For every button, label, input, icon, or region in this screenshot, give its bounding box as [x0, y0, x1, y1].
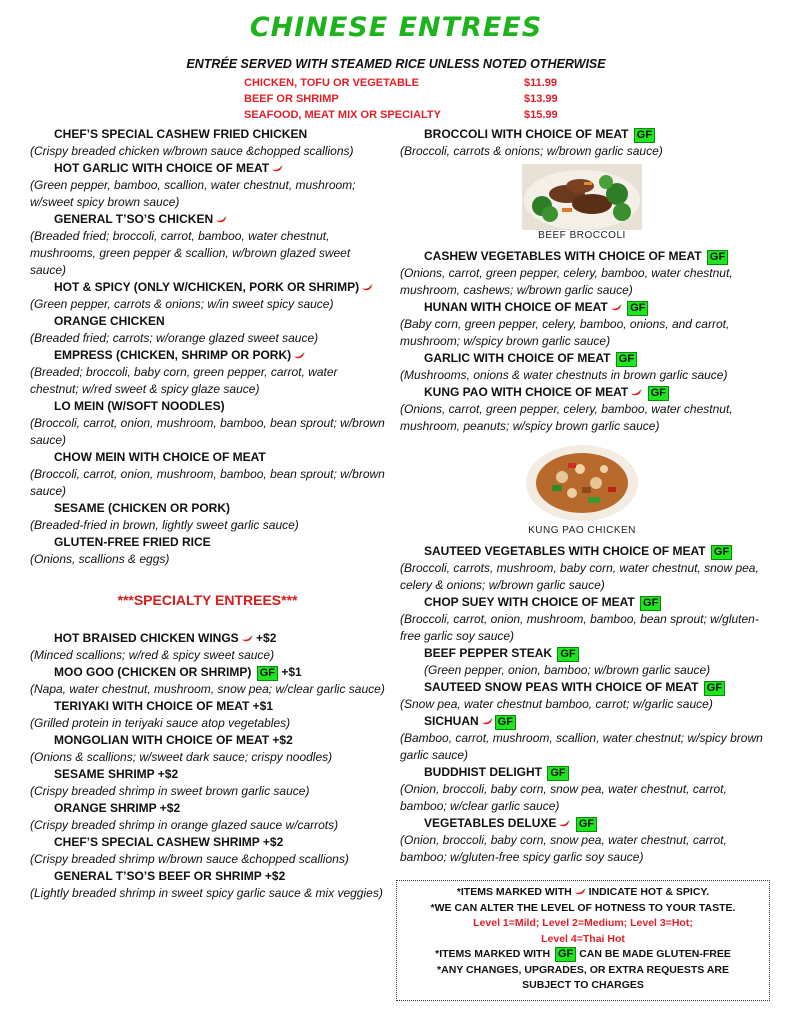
menu-item: [400, 543, 765, 594]
item-description: (Snow pea, water chestnut bamboo, carrot; w/garlic sauce): [400, 697, 713, 711]
menu-title: CHINESE ENTREES: [249, 12, 543, 43]
gluten-free-badge: GF: [711, 545, 732, 560]
gluten-free-badge: GF: [616, 352, 637, 367]
item-name: SICHUAN: [424, 714, 479, 728]
item-name: HOT & SPICY (ONLY W/CHICKEN, PORK OR SHRIMP): [54, 280, 360, 294]
gluten-free-badge: GF: [704, 681, 725, 696]
menu-item: [30, 732, 385, 766]
beef-broccoli-photo: [522, 164, 642, 242]
menu-item: [400, 594, 765, 645]
chili-pepper-icon: [610, 304, 622, 312]
gluten-free-badge: GF: [557, 647, 578, 662]
menu-item: [30, 698, 385, 732]
menu-item: [400, 764, 765, 815]
note-line: *ANY CHANGES, UPGRADES, OR EXTRA REQUESTS ARE: [437, 963, 729, 976]
specialty-heading: ***SPECIALTY ENTREES***: [117, 592, 298, 608]
menu-item: [30, 664, 385, 698]
right-column: [400, 126, 765, 866]
note-line: *WE CAN ALTER THE LEVEL OF HOTNESS TO YOUR TASTE.: [430, 901, 736, 914]
menu-item: [400, 679, 765, 713]
menu-item: [30, 500, 385, 534]
item-name: ORANGE SHRIMP +$2: [54, 801, 181, 815]
kung-pao-photo: [522, 439, 642, 537]
kung-pao-image: [522, 439, 642, 525]
served-note: ENTRÉE SERVED WITH STEAMED RICE UNLESS NOTED OTHERWISE: [186, 57, 606, 71]
menu-item: [30, 868, 385, 902]
menu-item: [400, 248, 765, 299]
item-description: (Mushrooms, onions & water chestnuts in brown garlic sauce): [400, 368, 728, 382]
item-name: HUNAN WITH CHOICE OF MEAT: [424, 300, 608, 314]
item-name-row: [30, 347, 385, 364]
gluten-free-badge: GF: [547, 766, 568, 781]
item-upcharge: +$2: [256, 631, 277, 645]
chili-pepper-icon: [481, 718, 493, 726]
menu-item: [400, 645, 765, 679]
item-name: CASHEW VEGETABLES WITH CHOICE OF MEAT: [424, 249, 702, 263]
chili-pepper-icon: [293, 352, 305, 360]
item-name-row: [30, 279, 385, 296]
chili-pepper-icon: [630, 389, 642, 397]
item-name: CHOP SUEY WITH CHOICE OF MEAT: [424, 595, 635, 609]
chili-pepper-icon: [574, 888, 586, 896]
menu-item: [30, 160, 385, 211]
left-column: [30, 126, 385, 902]
price-row: [244, 75, 574, 91]
item-name: LO MEIN (W/SOFT NOODLES): [54, 399, 225, 413]
item-description: (Bamboo, carrot, mushroom, scallion, water chestnut; w/spicy brown garlic sauce): [400, 731, 763, 762]
menu-item: [30, 449, 385, 500]
photo-caption: KUNG PAO CHICKEN: [528, 525, 636, 536]
item-name: HOT BRAISED CHICKEN WINGS: [54, 631, 239, 645]
menu-item: [30, 398, 385, 449]
note-text: INDICATE HOT & SPICY.: [588, 886, 710, 898]
item-name: MONGOLIAN WITH CHOICE OF MEAT +$2: [54, 733, 293, 747]
item-name: BEEF PEPPER STEAK: [424, 646, 553, 660]
item-name: CHOW MEIN WITH CHOICE OF MEAT: [54, 450, 266, 464]
item-description: (Broccoli, carrots & onions; w/brown garlic sauce): [400, 144, 663, 158]
item-description: (Breaded fried; broccoli, carrot, bamboo, water chestnut, mushrooms, green pepper & scallion, w/brown glazed sweet sauce): [30, 229, 351, 277]
item-name-row: [400, 384, 765, 401]
item-description: (Minced scallions; w/red & spicy sweet sauce): [30, 648, 275, 662]
price-label: CHICKEN, TOFU OR VEGETABLE: [244, 77, 419, 89]
item-description: (Broccoli, carrot, onion, mushroom, bamboo, bean sprout; w/brown sauce): [30, 467, 385, 498]
item-description: (Onion, broccoli, baby corn, snow pea, water chestnut, carrot, bamboo; w/clear garlic sauce): [400, 782, 727, 813]
note-text: CAN BE MADE GLUTEN-FREE: [579, 948, 731, 960]
price-amount: $15.99: [524, 109, 558, 121]
item-description: (Crispy breaded shrimp w/brown sauce &chopped scallions): [30, 852, 349, 866]
photo-caption: BEEF BROCCOLI: [538, 230, 626, 241]
item-name: SAUTEED SNOW PEAS WITH CHOICE OF MEAT: [424, 680, 699, 694]
item-description: (Crispy breaded shrimp in orange glazed sauce w/carrots): [30, 818, 339, 832]
note-line: [397, 885, 769, 901]
item-name: TERIYAKI WITH CHOICE OF MEAT +$1: [54, 699, 274, 713]
item-description: (Baby corn, green pepper, celery, bamboo, onions, and carrot, mushroom; w/spicy brown garlic sauce): [400, 317, 730, 348]
item-upcharge: +$1: [281, 665, 302, 679]
chili-pepper-icon: [215, 216, 227, 224]
beef-broccoli-image: [522, 164, 642, 230]
item-description: (Breaded fried; carrots; w/orange glazed sweet sauce): [30, 331, 319, 345]
item-name-row: [400, 248, 765, 265]
item-name: CHEF’S SPECIAL CASHEW SHRIMP +$2: [54, 835, 284, 849]
item-name-row: [400, 713, 765, 730]
price-label: SEAFOOD, MEAT MIX OR SPECIALTY: [244, 109, 441, 121]
menu-item: [30, 347, 385, 398]
item-description: (Breaded; broccoli, baby corn, green pepper, carrot, water chestnut; w/red sweet & spicy glaze sauce): [30, 365, 338, 396]
item-name: GENERAL T’SO’S BEEF OR SHRIMP +$2: [54, 869, 286, 883]
menu-item: [400, 713, 765, 764]
item-name: ORANGE CHICKEN: [54, 314, 165, 328]
item-name-row: [30, 664, 385, 681]
gluten-free-badge: GF: [555, 947, 576, 962]
item-name: VEGETABLES DELUXE: [424, 816, 557, 830]
note-line: [397, 947, 769, 963]
item-description: (Green pepper, onion, bamboo; w/brown garlic sauce): [424, 663, 711, 677]
item-description: (Green pepper, bamboo, scallion, water chestnut, mushroom; w/sweet spicy brown sauce): [30, 178, 356, 209]
item-description: (Breaded-fried in brown, lightly sweet garlic sauce): [30, 518, 299, 532]
menu-item: [30, 834, 385, 868]
price-row: [244, 91, 574, 107]
item-name-row: [400, 645, 765, 662]
item-name: CHEF’S SPECIAL CASHEW FRIED CHICKEN: [54, 127, 308, 141]
menu-item: [400, 299, 765, 350]
item-name: BUDDHIST DELIGHT: [424, 765, 542, 779]
note-line: SUBJECT TO CHARGES: [522, 979, 644, 991]
menu-item: [30, 766, 385, 800]
item-name-row: [400, 350, 765, 367]
menu-item: [30, 313, 385, 347]
price-amount: $11.99: [524, 77, 558, 89]
item-name-row: [30, 211, 385, 228]
hotness-levels: Level 4=Thai Hot: [541, 932, 625, 945]
gluten-free-badge: GF: [707, 250, 728, 265]
item-name: MOO GOO (CHICKEN OR SHRIMP): [54, 665, 252, 679]
item-name: GARLIC WITH CHOICE OF MEAT: [424, 351, 611, 365]
item-name-row: [30, 630, 385, 647]
item-description: (Onion, broccoli, baby corn, snow pea, water chestnut, carrot, bamboo; w/gluten-free spicy garlic soy sauce): [400, 833, 727, 864]
chili-pepper-icon: [241, 635, 253, 643]
gluten-free-badge: GF: [648, 386, 669, 401]
item-description: (Broccoli, carrot, onion, mushroom, bamboo, bean sprout; w/gluten-free garlic soy sauce): [400, 612, 759, 643]
price-amount: $13.99: [524, 93, 558, 105]
item-name: SAUTEED VEGETABLES WITH CHOICE OF MEAT: [424, 544, 706, 558]
menu-item: [30, 126, 385, 160]
item-name: GENERAL T’SO’S CHICKEN: [54, 212, 214, 226]
item-name: KUNG PAO WITH CHOICE OF MEAT: [424, 385, 629, 399]
gluten-free-badge: GF: [640, 596, 661, 611]
kung-pao-illustration: [522, 439, 642, 525]
gluten-free-badge: GF: [495, 715, 516, 730]
item-description: (Green pepper, carrots & onions; w/in sweet spicy sauce): [30, 297, 334, 311]
item-description: (Grilled protein in teriyaki sauce atop vegetables): [30, 716, 291, 730]
item-description: (Broccoli, carrots, mushroom, baby corn, water chestnut, snow pea, celery & onions; w/brown garlic sauce): [400, 561, 759, 592]
item-name: HOT GARLIC WITH CHOICE OF MEAT: [54, 161, 270, 175]
item-name: SESAME (CHICKEN OR PORK): [54, 501, 231, 515]
note-text: *ITEMS MARKED WITH: [435, 948, 551, 960]
notes-box: [396, 880, 770, 1001]
chili-pepper-icon: [558, 820, 570, 828]
menu-item: [30, 800, 385, 834]
item-name-row: [400, 594, 765, 611]
menu-item: [400, 815, 765, 866]
beef-broccoli-illustration: [522, 164, 642, 230]
item-name-row: [400, 299, 765, 316]
menu-item: [30, 534, 385, 568]
item-name-row: [400, 543, 765, 560]
menu-item: [30, 279, 385, 313]
item-name-row: [400, 679, 765, 696]
item-name-row: [30, 160, 385, 177]
item-description: (Lightly breaded shrimp in sweet spicy garlic sauce & mix veggies): [30, 886, 383, 900]
item-name: EMPRESS (CHICKEN, SHRIMP OR PORK): [54, 348, 292, 362]
price-label: BEEF OR SHRIMP: [244, 93, 339, 105]
price-list: [244, 75, 574, 123]
item-description: (Onions, scallions & eggs): [30, 552, 170, 566]
gluten-free-badge: GF: [576, 817, 597, 832]
item-name: BROCCOLI WITH CHOICE OF MEAT: [424, 127, 629, 141]
price-row: [244, 107, 574, 123]
item-name: GLUTEN-FREE FRIED RICE: [54, 535, 211, 549]
item-description: (Crispy breaded chicken w/brown sauce &chopped scallions): [30, 144, 354, 158]
menu-item: [400, 126, 765, 160]
item-description: (Crispy breaded shrimp in sweet brown garlic sauce): [30, 784, 310, 798]
item-name-row: [400, 815, 765, 832]
item-description: (Onions & scallions; w/sweet dark sauce; crispy noodles): [30, 750, 333, 764]
menu-item: [30, 630, 385, 664]
gluten-free-badge: GF: [257, 666, 278, 681]
item-description: (Broccoli, carrot, onion, mushroom, bamboo, bean sprout; w/brown sauce): [30, 416, 385, 447]
item-description: (Onions, carrot, green pepper, celery, bamboo, water chestnut, mushroom, peanuts; w/spicy brown garlic sauce): [400, 402, 733, 433]
chili-pepper-icon: [361, 284, 373, 292]
item-description: (Onions, carrot, green pepper, celery, bamboo, water chestnut, mushroom, cashews; w/brown garlic sauce): [400, 266, 733, 297]
gluten-free-badge: GF: [634, 128, 655, 143]
note-text: *ITEMS MARKED WITH: [456, 886, 572, 898]
chili-pepper-icon: [271, 165, 283, 173]
item-description: (Napa, water chestnut, mushroom, snow pea; w/clear garlic sauce): [30, 682, 385, 696]
hotness-levels: Level 1=Mild; Level 2=Medium; Level 3=Hot;: [473, 917, 693, 929]
menu-item: [400, 350, 765, 384]
menu-item: [400, 384, 765, 435]
item-name: SESAME SHRIMP +$2: [54, 767, 179, 781]
item-name-row: [400, 764, 765, 781]
item-name-row: [400, 126, 765, 143]
gluten-free-badge: GF: [627, 301, 648, 316]
menu-item: [30, 211, 385, 279]
